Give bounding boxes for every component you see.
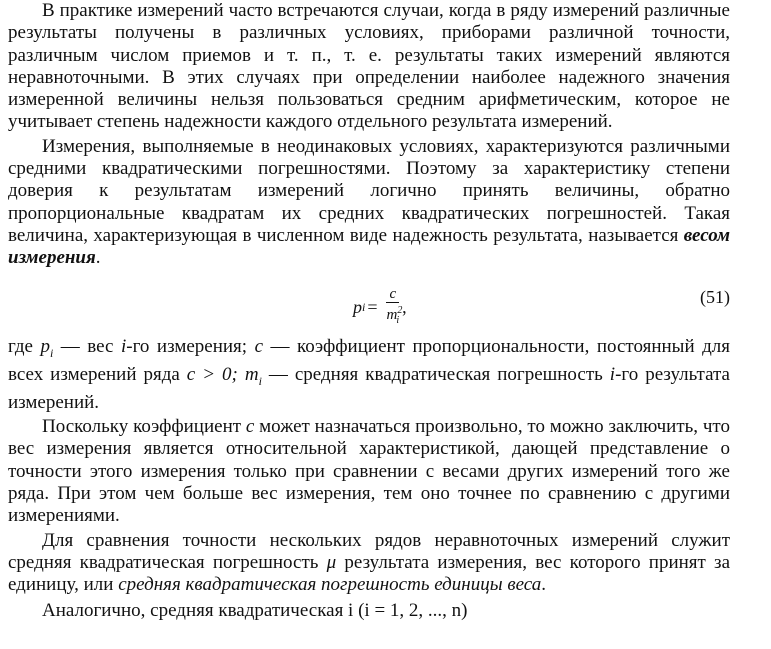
formula-expression: p i = $\frac{c}{m^2_i}$ , — [353, 286, 407, 329]
document-page — [8, 0, 731, 622]
paragraph-5: Для сравнения точности нескольких рядов неравноточных измерений служит средняя квадратическая погрешность μ результата измерения, вес которого принят за единицу, или средняя квадратическая погрешность единицы веса. — [8, 529, 730, 596]
formula-51 — [8, 274, 730, 336]
formula-denominator: $m^2_i$ — [386, 304, 403, 326]
formula-numerator: c — [386, 286, 399, 303]
formula-fraction — [384, 286, 403, 329]
paragraph-2: Измерения, выполняемые в неодинаковых условиях, характеризуются различными средними квадратическими погрешностями. Поэтому за характеристику степени доверия к результатам измерений логично принять величины, обратно пропорциональные квадратам их средних квадратических погрешностей. Такая величина, характеризующая в численном виде надежность результата, называется весом измерения. — [8, 135, 730, 269]
paragraph-4: Поскольку коэффициент c может назначаться произвольно, то можно заключить, что вес измерения является относительной характеристикой, дающей представление о точности этого измерения только при сравнении с весами других измерений того же ряда. При этом чем больше вес измерения, тем оно точнее по сравнению с другими измерениями. — [8, 416, 730, 527]
paragraph-3: где $p_i$ — вес i-го измерения; c — коэффициент пропорциональности, постоянный для всех измерений ряда c > 0; $m_i$ — средняя квадратическая погрешность i-го результата измерений. — [8, 335, 731, 413]
term-weight-of-measurement: весом измерения — [8, 224, 730, 269]
paragraph-1: В практике измерений часто встречаются случаи, когда в ряду измерений различные результаты получены в различных условиях, приборами различной точности, различным числом приемов и т. п., т. е. результаты таких измерений являются неравноточными. В этих случаях при определении наиболее надежного значения измеренной величины нельзя пользоваться средним арифметическим, которое не учитывает степень надежности каждого отдельного результата измерений. — [8, 0, 730, 133]
paragraph-2-text: Измерения, выполняемые в неодинаковых условиях, характеризуются различными средними квадратическими погрешностями. Поэтому за характеристику степени доверия к результатам измерений логично принять величины, обратно пропорциональные квадратам их средних квадратических погрешностей. Такая величина, характеризующая в численном виде надежность результата, называется — [8, 135, 730, 246]
cut-off-line: Аналогично, средняя квадратическая i (i = 1, 2, ..., n) — [42, 600, 468, 622]
term-unit-weight-error: средняя квадратическая погрешность единицы веса — [118, 574, 542, 596]
equation-number: (51) — [700, 286, 730, 307]
